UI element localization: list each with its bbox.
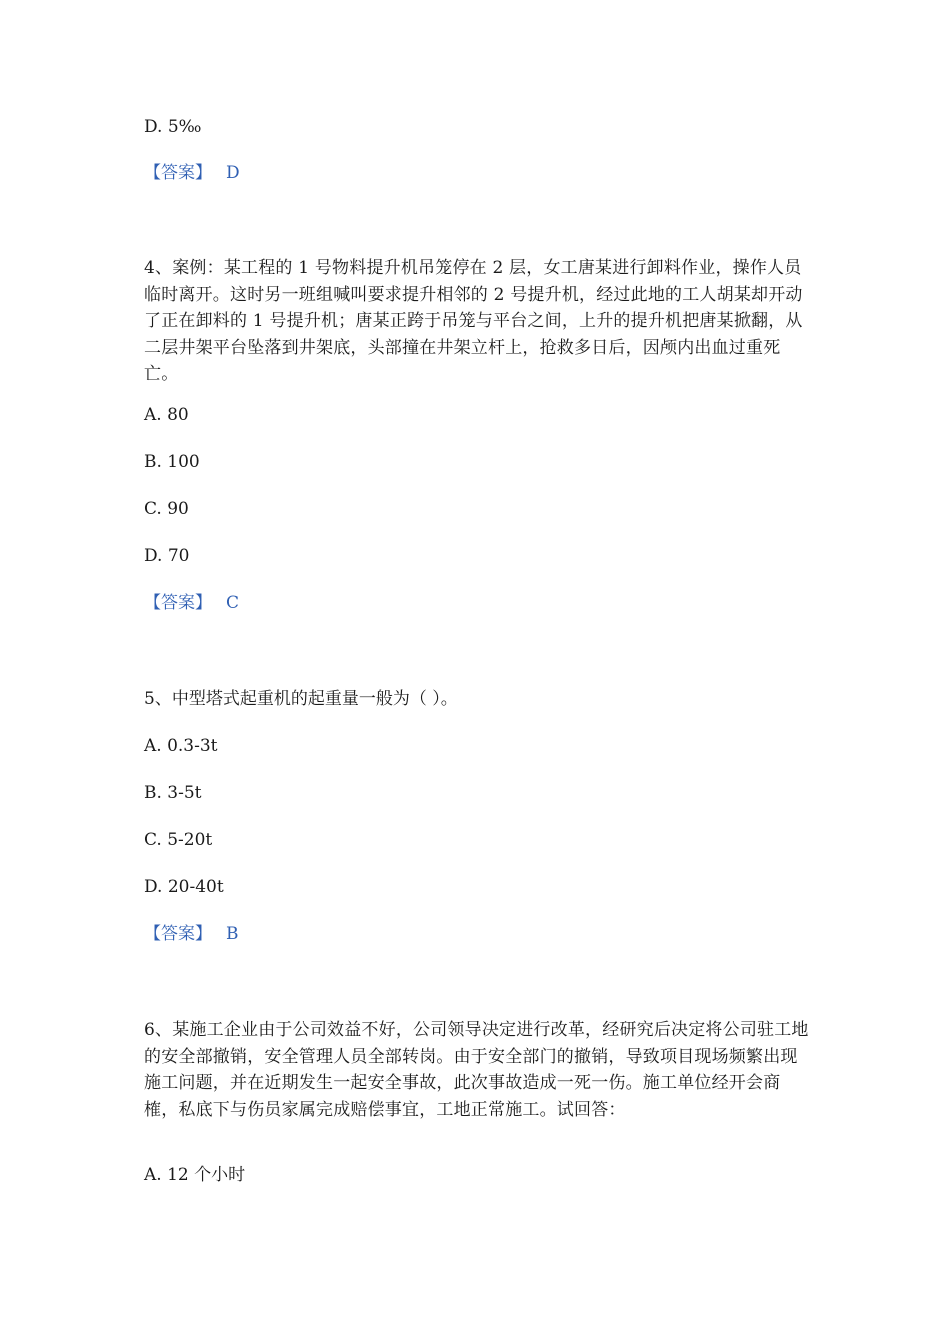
option-a: A. 0.3-3t: [144, 736, 218, 756]
answer-line: [144, 921, 239, 947]
option-d: D. 70: [144, 546, 190, 566]
question-5-stem: 5、中型塔式起重机的起重量一般为（ ）。: [144, 689, 458, 709]
answer-value: C: [226, 593, 240, 613]
option-d: D. 5‰: [144, 117, 202, 137]
answer-value: D: [226, 163, 240, 183]
option-a: A. 12 个小时: [144, 1165, 246, 1185]
answer-label: 【答案】: [144, 163, 212, 183]
answer-label: 【答案】: [144, 593, 212, 613]
option-d: D. 20-40t: [144, 877, 224, 897]
question-4-stem: 4、案例：某工程的 1 号物料提升机吊笼停在 2 层，女工唐某进行卸料作业，操作人员临时离开。这时另一班组喊叫要求提升相邻的 2 号提升机，经过此地的工人胡某却开动了正在卸料的 1 号提升机；唐某正跨于吊笼与平台之间，上升的提升机把唐某掀翻，从二层井架平台坠落到井架底，头部撞在井架立杆上，抢救多日后，因颅内出血过重死亡。: [144, 258, 803, 384]
question-6-stem: 6、某施工企业由于公司效益不好，公司领导决定进行改革，经研究后决定将公司驻工地的安全部撤销，安全管理人员全部转岗。由于安全部门的撤销，导致项目现场频繁出现施工问题，并在近期发生一起安全事故，此次事故造成一死一伤。施工单位经开会商榷，私底下与伤员家属完成赔偿事宜，工地正常施工。试回答：: [144, 1020, 809, 1120]
option-a: A. 80: [144, 405, 189, 425]
option-b: B. 3-5t: [144, 783, 202, 803]
answer-line: [144, 590, 239, 616]
option-c: C. 5-20t: [144, 830, 213, 850]
answer-label: 【答案】: [144, 924, 212, 944]
answer-line: [144, 160, 240, 186]
option-b: B. 100: [144, 452, 200, 472]
option-c: C. 90: [144, 499, 189, 519]
answer-value: B: [226, 924, 239, 944]
